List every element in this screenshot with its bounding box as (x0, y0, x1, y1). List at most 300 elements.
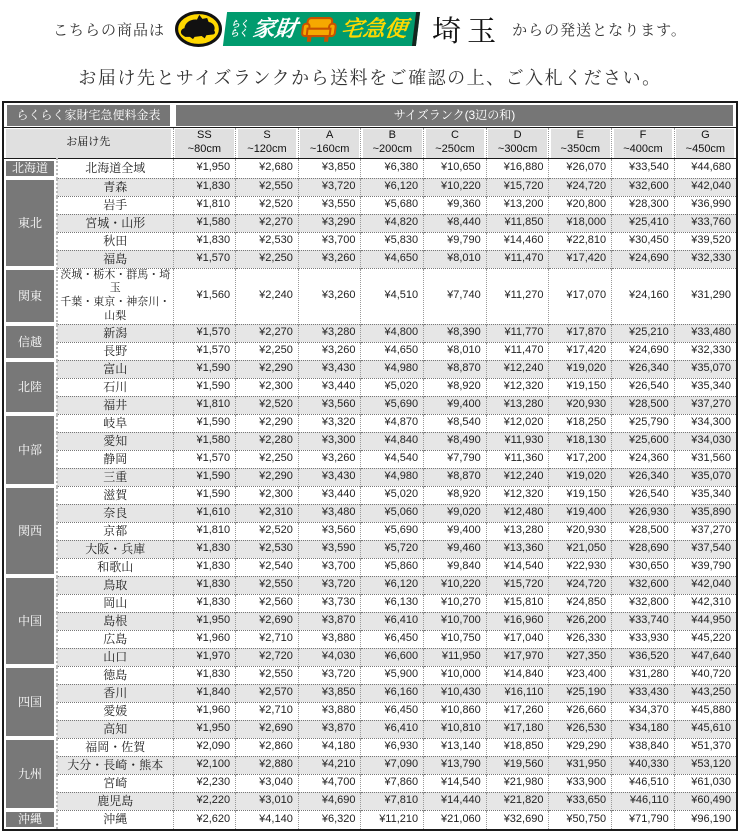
price-cell: ¥29,290 (549, 738, 612, 756)
price-cell: ¥2,290 (236, 414, 299, 432)
price-cell: ¥32,600 (612, 576, 675, 594)
price-cell: ¥33,650 (549, 792, 612, 810)
price-cell: ¥61,030 (674, 774, 737, 792)
table-row (3, 756, 737, 774)
price-cell: ¥16,960 (486, 612, 549, 630)
price-cell: ¥10,810 (424, 720, 487, 738)
price-cell: ¥1,830 (173, 558, 236, 576)
rate-table-body (3, 159, 737, 831)
price-cell: ¥19,020 (549, 360, 612, 378)
price-cell: ¥2,240 (236, 268, 299, 324)
shipping-origin-line (0, 6, 740, 52)
price-cell: ¥6,410 (361, 612, 424, 630)
destination-cell: 新潟 (57, 324, 173, 342)
price-cell: ¥5,680 (361, 196, 424, 214)
price-cell: ¥11,470 (486, 250, 549, 268)
price-cell: ¥35,890 (674, 504, 737, 522)
destination-cell: 高知 (57, 720, 173, 738)
table-row (3, 396, 737, 414)
price-cell: ¥2,520 (236, 522, 299, 540)
price-cell: ¥9,400 (424, 396, 487, 414)
price-cell: ¥5,690 (361, 396, 424, 414)
price-cell: ¥17,420 (549, 250, 612, 268)
logo-banner (223, 12, 420, 46)
price-cell: ¥1,590 (173, 378, 236, 396)
destination-cell: 岩手 (57, 196, 173, 214)
price-cell: ¥9,360 (424, 196, 487, 214)
price-cell: ¥3,480 (298, 504, 361, 522)
price-cell: ¥9,020 (424, 504, 487, 522)
table-row (3, 774, 737, 792)
price-cell: ¥10,000 (424, 666, 487, 684)
destination-cell: 滋賀 (57, 486, 173, 504)
price-cell: ¥28,500 (612, 396, 675, 414)
price-cell: ¥6,410 (361, 720, 424, 738)
destination-cell: 鳥取 (57, 576, 173, 594)
yamato-cat-logo-icon (175, 10, 222, 48)
price-cell: ¥4,650 (361, 342, 424, 360)
price-cell: ¥32,800 (612, 594, 675, 612)
price-cell: ¥3,720 (298, 576, 361, 594)
table-row (3, 342, 737, 360)
price-cell: ¥1,970 (173, 648, 236, 666)
price-cell: ¥1,810 (173, 522, 236, 540)
size-column-header: S ~120cm (236, 128, 299, 159)
price-cell: ¥1,580 (173, 214, 236, 232)
logo-raku-line2: らく (229, 28, 250, 38)
price-cell: ¥36,990 (674, 196, 737, 214)
price-cell: ¥13,140 (424, 738, 487, 756)
price-cell: ¥2,550 (236, 666, 299, 684)
price-cell: ¥13,200 (486, 196, 549, 214)
price-cell: ¥12,480 (486, 504, 549, 522)
price-cell: ¥7,810 (361, 792, 424, 810)
table-row (3, 558, 737, 576)
price-cell: ¥2,710 (236, 630, 299, 648)
price-cell: ¥2,550 (236, 178, 299, 196)
destination-cell: 青森 (57, 178, 173, 196)
price-cell: ¥17,180 (486, 720, 549, 738)
price-cell: ¥32,600 (612, 178, 675, 196)
price-cell: ¥2,270 (236, 214, 299, 232)
table-row (3, 324, 737, 342)
price-cell: ¥3,590 (298, 540, 361, 558)
price-cell: ¥4,980 (361, 468, 424, 486)
price-cell: ¥44,680 (674, 159, 737, 179)
price-cell: ¥9,400 (424, 522, 487, 540)
price-cell: ¥6,120 (361, 178, 424, 196)
destination-cell: 福島 (57, 250, 173, 268)
price-cell: ¥24,720 (549, 576, 612, 594)
price-cell: ¥30,650 (612, 558, 675, 576)
rakuraku-kazai-takkyubin-logo (175, 10, 418, 48)
price-cell: ¥2,710 (236, 702, 299, 720)
price-cell: ¥3,730 (298, 594, 361, 612)
price-cell: ¥26,340 (612, 360, 675, 378)
destination-cell: 愛媛 (57, 702, 173, 720)
price-cell: ¥11,850 (486, 214, 549, 232)
price-cell: ¥2,530 (236, 232, 299, 250)
price-cell: ¥25,190 (549, 684, 612, 702)
table-row (3, 360, 737, 378)
price-cell: ¥38,840 (612, 738, 675, 756)
destination-cell: 島根 (57, 612, 173, 630)
price-cell: ¥2,220 (173, 792, 236, 810)
price-cell: ¥3,440 (298, 378, 361, 396)
price-cell: ¥3,430 (298, 360, 361, 378)
price-cell: ¥14,540 (486, 558, 549, 576)
price-cell: ¥45,220 (674, 630, 737, 648)
price-cell: ¥1,580 (173, 432, 236, 450)
price-cell: ¥45,610 (674, 720, 737, 738)
region-label: 東北 (3, 178, 57, 268)
price-cell: ¥46,510 (612, 774, 675, 792)
table-row (3, 468, 737, 486)
price-cell: ¥1,570 (173, 342, 236, 360)
price-cell: ¥39,520 (674, 232, 737, 250)
price-cell: ¥12,020 (486, 414, 549, 432)
shipping-rate-table (2, 101, 738, 831)
price-cell: ¥1,950 (173, 159, 236, 179)
price-cell: ¥3,320 (298, 414, 361, 432)
price-cell: ¥40,330 (612, 756, 675, 774)
logo-kazai-text: 家財 (251, 16, 299, 41)
price-cell: ¥2,290 (236, 468, 299, 486)
price-cell: ¥19,400 (549, 504, 612, 522)
price-cell: ¥3,010 (236, 792, 299, 810)
destination-cell: 福井 (57, 396, 173, 414)
price-cell: ¥12,320 (486, 378, 549, 396)
price-cell: ¥10,750 (424, 630, 487, 648)
price-cell: ¥16,880 (486, 159, 549, 179)
price-cell: ¥17,870 (549, 324, 612, 342)
price-cell: ¥17,970 (486, 648, 549, 666)
destination-cell: 北海道全域 (57, 159, 173, 179)
price-cell: ¥1,590 (173, 486, 236, 504)
price-cell: ¥8,870 (424, 468, 487, 486)
price-cell: ¥11,210 (361, 810, 424, 830)
price-cell: ¥11,950 (424, 648, 487, 666)
price-cell: ¥5,020 (361, 486, 424, 504)
price-cell: ¥4,870 (361, 414, 424, 432)
price-cell: ¥26,660 (549, 702, 612, 720)
price-cell: ¥8,870 (424, 360, 487, 378)
region-label: 中部 (3, 414, 57, 486)
destination-cell: 富山 (57, 360, 173, 378)
price-cell: ¥33,930 (612, 630, 675, 648)
table-row (3, 414, 737, 432)
price-cell: ¥34,030 (674, 432, 737, 450)
logo-takkyubin-text: 宅急便 (339, 16, 409, 41)
table-row (3, 576, 737, 594)
price-cell: ¥26,330 (549, 630, 612, 648)
price-cell: ¥1,960 (173, 702, 236, 720)
price-cell: ¥2,090 (173, 738, 236, 756)
price-cell: ¥4,140 (236, 810, 299, 830)
price-cell: ¥8,540 (424, 414, 487, 432)
price-cell: ¥22,930 (549, 558, 612, 576)
price-cell: ¥2,310 (236, 504, 299, 522)
table-row (3, 630, 737, 648)
region-label: 信越 (3, 324, 57, 360)
price-cell: ¥30,450 (612, 232, 675, 250)
price-cell: ¥15,720 (486, 178, 549, 196)
price-cell: ¥3,550 (298, 196, 361, 214)
destination-cell: 大阪・兵庫 (57, 540, 173, 558)
price-cell: ¥6,600 (361, 648, 424, 666)
price-cell: ¥31,280 (612, 666, 675, 684)
price-cell: ¥8,390 (424, 324, 487, 342)
price-cell: ¥25,210 (612, 324, 675, 342)
price-cell: ¥18,130 (549, 432, 612, 450)
price-cell: ¥8,920 (424, 486, 487, 504)
price-cell: ¥7,860 (361, 774, 424, 792)
price-cell: ¥3,870 (298, 612, 361, 630)
price-cell: ¥25,410 (612, 214, 675, 232)
table-row (3, 684, 737, 702)
price-cell: ¥1,560 (173, 268, 236, 324)
price-cell: ¥12,240 (486, 360, 549, 378)
price-cell: ¥18,850 (486, 738, 549, 756)
price-cell: ¥4,820 (361, 214, 424, 232)
table-row (3, 250, 737, 268)
price-cell: ¥20,800 (549, 196, 612, 214)
price-cell: ¥71,790 (612, 810, 675, 830)
price-cell: ¥40,720 (674, 666, 737, 684)
price-cell: ¥39,790 (674, 558, 737, 576)
price-cell: ¥44,950 (674, 612, 737, 630)
price-cell: ¥2,530 (236, 540, 299, 558)
price-cell: ¥1,570 (173, 450, 236, 468)
table-row (3, 522, 737, 540)
price-cell: ¥7,790 (424, 450, 487, 468)
table-title-row (3, 102, 737, 128)
price-cell: ¥5,860 (361, 558, 424, 576)
table-row (3, 432, 737, 450)
sofa-icon (299, 16, 338, 43)
origin-line-prefix: こちらの商品は (53, 21, 166, 39)
destination-cell: 大分・長崎・熊本 (57, 756, 173, 774)
price-cell: ¥3,560 (298, 522, 361, 540)
table-row (3, 159, 737, 179)
destination-cell: 秋田 (57, 232, 173, 250)
price-cell: ¥26,200 (549, 612, 612, 630)
destination-cell: 岐阜 (57, 414, 173, 432)
price-cell: ¥11,360 (486, 450, 549, 468)
price-cell: ¥2,100 (173, 756, 236, 774)
price-cell: ¥51,370 (674, 738, 737, 756)
price-cell: ¥10,700 (424, 612, 487, 630)
price-cell: ¥24,720 (549, 178, 612, 196)
price-cell: ¥5,020 (361, 378, 424, 396)
price-cell: ¥1,950 (173, 720, 236, 738)
price-cell: ¥6,160 (361, 684, 424, 702)
price-cell: ¥1,830 (173, 576, 236, 594)
price-cell: ¥33,540 (612, 159, 675, 179)
price-cell: ¥9,460 (424, 540, 487, 558)
table-row (3, 178, 737, 196)
price-cell: ¥2,230 (173, 774, 236, 792)
price-cell: ¥2,520 (236, 196, 299, 214)
price-cell: ¥3,260 (298, 268, 361, 324)
price-cell: ¥4,690 (298, 792, 361, 810)
price-cell: ¥3,700 (298, 558, 361, 576)
price-cell: ¥1,830 (173, 232, 236, 250)
price-cell: ¥36,520 (612, 648, 675, 666)
table-row (3, 648, 737, 666)
origin-prefecture: 埼玉 (432, 15, 503, 48)
price-cell: ¥33,480 (674, 324, 737, 342)
price-cell: ¥2,300 (236, 378, 299, 396)
price-cell: ¥24,160 (612, 268, 675, 324)
price-cell: ¥47,640 (674, 648, 737, 666)
price-cell: ¥3,300 (298, 432, 361, 450)
price-cell: ¥26,540 (612, 486, 675, 504)
price-cell: ¥4,800 (361, 324, 424, 342)
destination-cell: 徳島 (57, 666, 173, 684)
logo-rakuraku-text (230, 20, 250, 39)
price-cell: ¥31,950 (549, 756, 612, 774)
price-cell: ¥60,490 (674, 792, 737, 810)
price-cell: ¥2,520 (236, 396, 299, 414)
price-cell: ¥20,930 (549, 522, 612, 540)
price-cell: ¥2,290 (236, 360, 299, 378)
price-cell: ¥2,690 (236, 612, 299, 630)
price-cell: ¥2,720 (236, 648, 299, 666)
price-cell: ¥21,820 (486, 792, 549, 810)
price-cell: ¥4,510 (361, 268, 424, 324)
price-cell: ¥5,060 (361, 504, 424, 522)
price-cell: ¥1,810 (173, 196, 236, 214)
price-cell: ¥15,810 (486, 594, 549, 612)
price-cell: ¥2,860 (236, 738, 299, 756)
price-cell: ¥17,040 (486, 630, 549, 648)
price-cell: ¥13,360 (486, 540, 549, 558)
price-cell: ¥4,540 (361, 450, 424, 468)
price-cell: ¥6,320 (298, 810, 361, 830)
price-cell: ¥21,050 (549, 540, 612, 558)
price-cell: ¥3,880 (298, 630, 361, 648)
price-cell: ¥6,130 (361, 594, 424, 612)
destination-cell: 静岡 (57, 450, 173, 468)
price-cell: ¥8,010 (424, 250, 487, 268)
price-cell: ¥5,830 (361, 232, 424, 250)
price-cell: ¥4,030 (298, 648, 361, 666)
region-label: 関東 (3, 268, 57, 324)
price-cell: ¥26,530 (549, 720, 612, 738)
price-cell: ¥32,690 (486, 810, 549, 830)
price-cell: ¥13,790 (424, 756, 487, 774)
price-cell: ¥25,790 (612, 414, 675, 432)
price-cell: ¥3,260 (298, 450, 361, 468)
price-cell: ¥12,320 (486, 486, 549, 504)
destination-cell: 長野 (57, 342, 173, 360)
price-cell: ¥2,690 (236, 720, 299, 738)
price-cell: ¥1,570 (173, 324, 236, 342)
destination-cell: 福岡・佐賀 (57, 738, 173, 756)
instruction-text: お届け先とサイズランクから送料をご確認の上、ご入札ください。 (78, 68, 662, 88)
price-cell: ¥6,930 (361, 738, 424, 756)
price-cell: ¥9,790 (424, 232, 487, 250)
destination-cell: 京都 (57, 522, 173, 540)
price-cell: ¥42,310 (674, 594, 737, 612)
destination-cell: 和歌山 (57, 558, 173, 576)
price-cell: ¥1,810 (173, 396, 236, 414)
price-cell: ¥35,340 (674, 378, 737, 396)
price-cell: ¥18,000 (549, 214, 612, 232)
destination-cell: 沖縄 (57, 810, 173, 830)
price-cell: ¥2,300 (236, 486, 299, 504)
price-cell: ¥17,200 (549, 450, 612, 468)
size-header-row (3, 128, 737, 159)
destination-cell: 鹿児島 (57, 792, 173, 810)
price-cell: ¥19,020 (549, 468, 612, 486)
price-cell: ¥24,690 (612, 342, 675, 360)
price-cell: ¥11,470 (486, 342, 549, 360)
table-row (3, 810, 737, 830)
price-cell: ¥8,010 (424, 342, 487, 360)
table-row (3, 450, 737, 468)
size-rank-title: サイズランク(3辺の和) (173, 102, 737, 128)
price-cell: ¥2,280 (236, 432, 299, 450)
price-cell: ¥3,870 (298, 720, 361, 738)
price-cell: ¥50,750 (549, 810, 612, 830)
price-cell: ¥33,760 (674, 214, 737, 232)
price-cell: ¥3,720 (298, 666, 361, 684)
price-cell: ¥1,590 (173, 414, 236, 432)
price-cell: ¥24,690 (612, 250, 675, 268)
destination-cell: 山口 (57, 648, 173, 666)
price-cell: ¥31,560 (674, 450, 737, 468)
price-cell: ¥18,250 (549, 414, 612, 432)
size-column-header: F ~400cm (612, 128, 675, 159)
price-cell: ¥2,250 (236, 342, 299, 360)
region-label: 中国 (3, 576, 57, 666)
table-row (3, 612, 737, 630)
destination-cell: 茨城・栃木・群馬・埼玉 千葉・東京・神奈川・山梨 (57, 268, 173, 324)
price-cell: ¥8,440 (424, 214, 487, 232)
price-cell: ¥34,180 (612, 720, 675, 738)
price-cell: ¥19,560 (486, 756, 549, 774)
price-cell: ¥53,120 (674, 756, 737, 774)
price-cell: ¥34,300 (674, 414, 737, 432)
price-cell: ¥26,540 (612, 378, 675, 396)
price-cell: ¥26,930 (612, 504, 675, 522)
price-cell: ¥4,700 (298, 774, 361, 792)
price-cell: ¥3,560 (298, 396, 361, 414)
region-label: 北海道 (3, 159, 57, 179)
price-cell: ¥10,220 (424, 576, 487, 594)
size-column-header: G ~450cm (674, 128, 737, 159)
price-cell: ¥9,840 (424, 558, 487, 576)
price-cell: ¥35,070 (674, 360, 737, 378)
destination-cell: 愛知 (57, 432, 173, 450)
destination-cell: 三重 (57, 468, 173, 486)
size-column-header: A ~160cm (298, 128, 361, 159)
price-cell: ¥3,260 (298, 250, 361, 268)
price-cell: ¥28,690 (612, 540, 675, 558)
price-cell: ¥14,840 (486, 666, 549, 684)
table-row (3, 792, 737, 810)
price-cell: ¥14,440 (424, 792, 487, 810)
table-row (3, 504, 737, 522)
price-cell: ¥3,290 (298, 214, 361, 232)
price-cell: ¥2,250 (236, 450, 299, 468)
table-row (3, 486, 737, 504)
price-cell: ¥5,690 (361, 522, 424, 540)
price-cell: ¥96,190 (674, 810, 737, 830)
region-label: 四国 (3, 666, 57, 738)
